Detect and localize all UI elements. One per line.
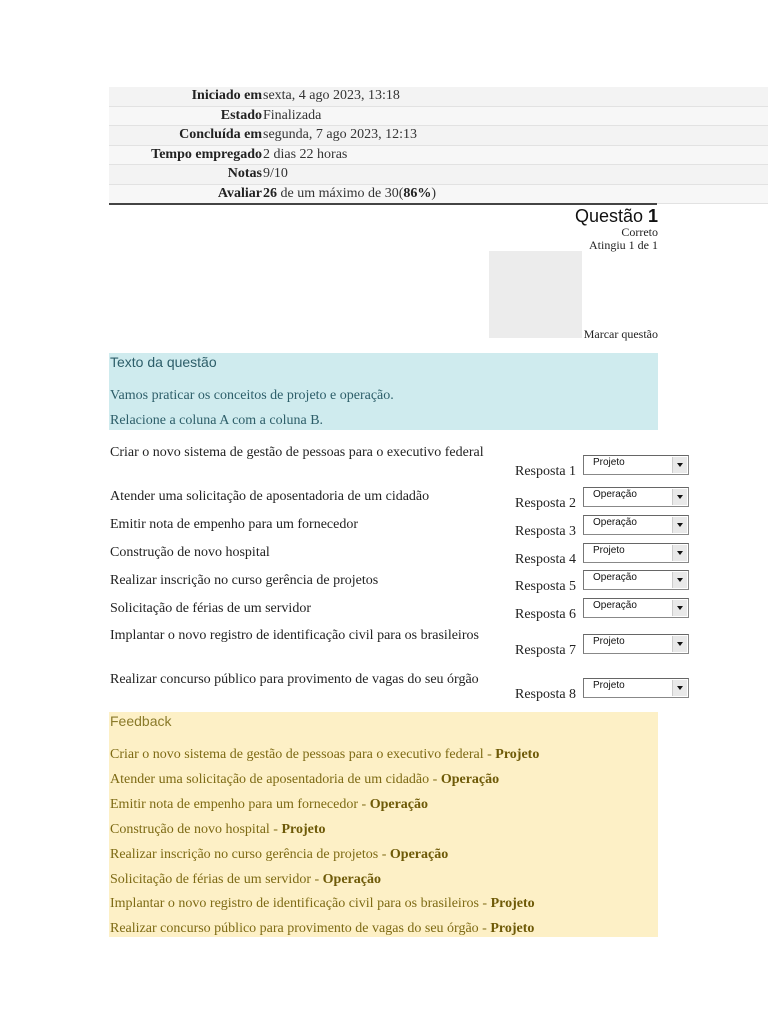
- answer-text: Realizar inscrição no curso gerência de projetos: [110, 573, 379, 588]
- answer-label: Resposta 2: [515, 496, 577, 511]
- summary-label: Tempo empregado: [151, 146, 262, 162]
- feedback-item: [110, 921, 534, 937]
- chevron-down-icon[interactable]: [672, 680, 687, 696]
- summary-value: sexta, 4 ago 2023, 13:18: [263, 88, 400, 104]
- flag-image-placeholder[interactable]: [489, 251, 582, 338]
- answer-select-3[interactable]: [583, 515, 689, 535]
- summary-label: Iniciado em: [191, 88, 262, 104]
- question-title: [480, 206, 658, 226]
- answer-text: Emitir nota de empenho para um fornecedor: [110, 517, 359, 532]
- chevron-down-icon[interactable]: [672, 572, 687, 588]
- answer-select-8[interactable]: [583, 678, 689, 698]
- answer-select-5[interactable]: [583, 570, 689, 590]
- answer-label: Resposta 4: [515, 552, 577, 567]
- chevron-down-icon[interactable]: [672, 600, 687, 616]
- summary-value: 9/10: [263, 166, 288, 182]
- grade-max: de um máximo de 30(: [277, 185, 404, 201]
- chevron-down-icon[interactable]: [672, 457, 687, 473]
- grade-close: ): [431, 185, 437, 201]
- feedback-item-answer: Operação: [369, 797, 429, 812]
- answer-label: Resposta 5: [515, 579, 577, 594]
- feedback-item-answer: Operação: [440, 772, 500, 787]
- feedback-item: [110, 847, 448, 863]
- answer-select-4[interactable]: [583, 543, 689, 563]
- answer-label: Resposta 6: [515, 607, 577, 622]
- select-value: Projeto: [593, 680, 625, 691]
- answer-text: Criar o novo sistema de gestão de pessoas para o executivo federal: [110, 445, 484, 460]
- feedback-item: [110, 797, 428, 813]
- summary-label: Notas: [227, 166, 262, 182]
- feedback-item-answer: Projeto: [490, 921, 535, 936]
- grade-percent: 86%: [403, 185, 432, 201]
- feedback-item-text: Solicitação de férias de um servidor -: [110, 872, 323, 887]
- feedback-item-answer: Projeto: [495, 747, 540, 762]
- feedback-item: [110, 772, 499, 788]
- question-info: [480, 205, 658, 252]
- feedback-item: [110, 822, 326, 838]
- answer-text: Solicitação de férias de um servidor: [110, 601, 311, 616]
- answer-text: Construção de novo hospital: [110, 545, 270, 560]
- question-text-line: Vamos praticar os conceitos de projeto e operação.: [110, 388, 394, 403]
- feedback-item-answer: Operação: [322, 872, 381, 887]
- summary-row-state: [109, 107, 768, 127]
- attempt-summary-table: [109, 87, 768, 204]
- answer-select-1[interactable]: [583, 455, 689, 475]
- summary-value: Finalizada: [263, 107, 322, 123]
- answer-select-6[interactable]: [583, 598, 689, 618]
- question-title-prefix: Questão: [574, 206, 648, 226]
- feedback-item-text: Criar o novo sistema de gestão de pessoas para o executivo federal -: [110, 747, 496, 762]
- feedback-item: [110, 872, 381, 888]
- answer-select-2[interactable]: [583, 487, 689, 507]
- feedback-item-text: Construção de novo hospital -: [110, 822, 282, 837]
- summary-value: segunda, 7 ago 2023, 12:13: [263, 127, 417, 143]
- feedback-heading: Feedback: [110, 713, 172, 729]
- select-value: Operação: [593, 572, 637, 583]
- question-number: 1: [647, 206, 658, 226]
- answer-label: Resposta 1: [515, 464, 577, 479]
- feedback-item-text: Implantar o novo registro de identificação civil para os brasileiros -: [110, 896, 491, 911]
- select-value: Projeto: [593, 457, 625, 468]
- answer-label: Resposta 8: [515, 687, 577, 702]
- feedback-item-text: Realizar inscrição no curso gerência de projetos -: [110, 847, 390, 862]
- feedback-item: [110, 896, 535, 912]
- feedback-item-text: Emitir nota de empenho para um fornecedor -: [110, 797, 370, 812]
- answer-label: Resposta 7: [515, 643, 577, 658]
- answer-text: Atender uma solicitação de aposentadoria de um cidadão: [110, 489, 430, 504]
- flag-question-link[interactable]: Marcar questão: [583, 327, 658, 341]
- chevron-down-icon[interactable]: [672, 545, 687, 561]
- summary-row-marks: [109, 165, 768, 185]
- question-grade: Atingiu 1 de 1: [589, 238, 658, 252]
- question-text-heading: Texto da questão: [110, 354, 217, 370]
- chevron-down-icon[interactable]: [672, 636, 687, 652]
- summary-grade-value: [263, 186, 768, 202]
- summary-row-grade: [109, 185, 768, 205]
- summary-row-started: [109, 87, 768, 107]
- chevron-down-icon[interactable]: [672, 489, 687, 505]
- select-value: Operação: [593, 600, 637, 611]
- summary-label: Estado: [220, 107, 262, 123]
- question-text-line: Relacione a coluna A com a coluna B.: [110, 413, 324, 428]
- feedback-item-text: Atender uma solicitação de aposentadoria de um cidadão -: [110, 772, 441, 787]
- chevron-down-icon[interactable]: [672, 517, 687, 533]
- summary-value: 2 dias 22 horas: [263, 146, 348, 162]
- question-text-box: [109, 353, 658, 430]
- feedback-box: [109, 712, 658, 937]
- grade-score: 26: [263, 185, 277, 201]
- summary-row-time-taken: [109, 146, 768, 166]
- feedback-item-text: Realizar concurso público para provimento de vagas do seu órgão -: [110, 921, 491, 936]
- question-state: Correto: [621, 225, 658, 239]
- summary-label: Concluída em: [179, 127, 262, 143]
- summary-row-completed: [109, 126, 768, 146]
- select-value: Operação: [593, 517, 637, 528]
- feedback-item-answer: Operação: [389, 847, 449, 862]
- feedback-item-answer: Projeto: [281, 822, 326, 837]
- answer-text: Realizar concurso público para provimento de vagas do seu órgão: [110, 672, 479, 687]
- summary-label: Avaliar: [217, 185, 262, 201]
- answer-label: Resposta 3: [515, 524, 577, 539]
- feedback-item: [110, 747, 539, 763]
- answer-text: Implantar o novo registro de identificação civil para os brasileiros: [110, 628, 479, 643]
- feedback-item-answer: Projeto: [490, 896, 535, 911]
- select-value: Projeto: [593, 636, 625, 647]
- select-value: Operação: [593, 489, 637, 500]
- answer-select-7[interactable]: [583, 634, 689, 654]
- select-value: Projeto: [593, 545, 625, 556]
